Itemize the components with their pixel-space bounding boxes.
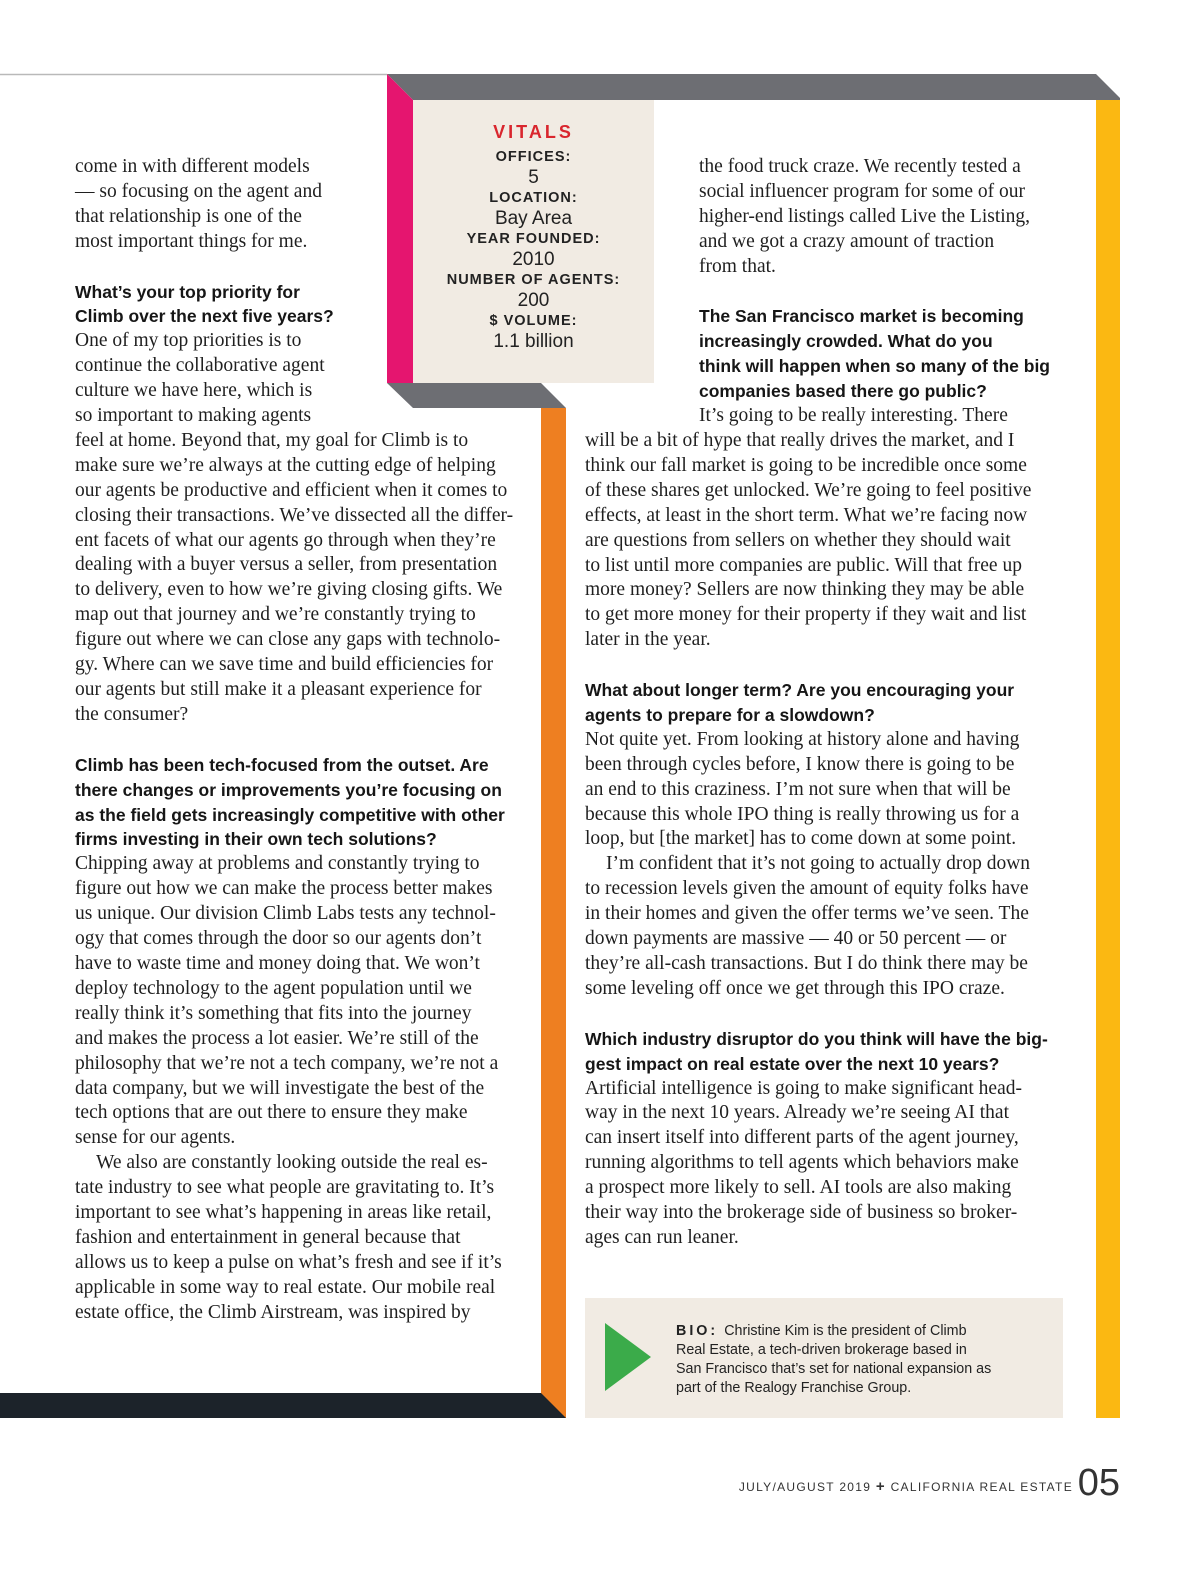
vitals-agents-label: NUMBER OF AGENTS:	[446, 272, 621, 288]
text-line: Artificial intelligence is going to make significant head-	[585, 1077, 1022, 1099]
text-line: tech options that are out there to ensure they make	[75, 1102, 468, 1124]
bio-line: Real Estate, a tech-driven brokerage based in	[676, 1342, 967, 1358]
vitals-offices-label: OFFICES:	[495, 149, 572, 165]
question-sf-market	[699, 304, 1079, 404]
vitals-location-label: LOCATION:	[489, 190, 578, 206]
bio-line: part of the Realogy Franchise Group.	[676, 1380, 912, 1396]
text-line: philosophy that we’re not a tech company, we’re not a	[75, 1052, 499, 1074]
text-line: make sure we’re always at the cutting edge of helping	[75, 454, 496, 476]
right-column-upper	[699, 155, 1079, 429]
text-line: down payments are massive — 40 or 50 percent — or	[585, 928, 1007, 950]
text-line: really think it’s something that fits into the journey	[75, 1002, 472, 1024]
question-line: think will happen when so many of the big	[699, 356, 1050, 377]
text-line: Not quite yet. From looking at history alone and having	[585, 728, 1020, 750]
right-intro-paragraph	[699, 155, 1079, 280]
question-top-priority	[75, 280, 530, 330]
text-line: our agents be productive and efficient when it comes to	[75, 479, 508, 501]
question-line: gest impact on real estate over the next 10 years?	[585, 1053, 1000, 1074]
orange-bar	[541, 408, 566, 1418]
text-line: tate industry to see what people are gravitating to. It’s	[75, 1177, 495, 1199]
text-line: effects, at least in the short term. What we’re facing now	[585, 504, 1028, 526]
top-gray-bar	[387, 74, 1120, 100]
question-line: increasingly crowded. What do you	[699, 331, 993, 352]
answer-tech-focused	[75, 852, 530, 1325]
text-line: fashion and entertainment in general because that	[75, 1226, 461, 1248]
page-number: 05	[1077, 1462, 1120, 1504]
text-line: to recession levels given the amount of equity folks have	[585, 878, 1029, 900]
text-line: ent facets of what our agents go through when they’re	[75, 529, 496, 551]
text-line: their way into the brokerage side of business so broker-	[585, 1202, 1018, 1224]
text-line: been through cycles before, I know there is going to be	[585, 753, 1015, 775]
question-industry-disruptor	[585, 1027, 1085, 1077]
question-longer-term	[585, 678, 1085, 728]
text-line: us unique. Our division Climb Labs tests any technol-	[75, 903, 496, 925]
text-line: they’re all-cash transactions. But I do think there may be	[585, 953, 1028, 975]
text-line: We also are constantly looking outside the real es-	[96, 1152, 488, 1174]
question-line: What about longer term? Are you encouraging your	[585, 680, 1015, 701]
text-line: I’m confident that it’s not going to actually drop down	[606, 853, 1031, 875]
text-line: think our fall market is going to be incredible once some	[585, 454, 1027, 476]
footer-text	[739, 1478, 1073, 1495]
text-line: dealing with a buyer versus a seller, from presentation	[75, 554, 498, 576]
right-column-lower	[585, 429, 1085, 1251]
text-line: higher-end listings called Live the Listing,	[699, 205, 1031, 227]
text-line: important to see what’s happening in areas like retail,	[75, 1202, 492, 1224]
text-line: an end to this craziness. I’m not sure when that will be	[585, 778, 1011, 800]
text-line: social influencer program for some of our	[699, 180, 1025, 202]
text-line: way in the next 10 years. Already we’re seeing AI that	[585, 1102, 1009, 1124]
text-line: It’s going to be really interesting. There	[699, 405, 1008, 427]
bio-box	[585, 1298, 1063, 1418]
text-line: allows us to keep a pulse on what’s fresh and see if it’s	[75, 1251, 502, 1273]
text-line: can insert itself into different parts of the agent journey,	[585, 1127, 1019, 1149]
question-line: as the field gets increasingly competitive with other	[75, 804, 505, 825]
text-line: because this whole IPO thing is really throwing us for a	[585, 803, 1020, 825]
question-tech-focused	[75, 753, 530, 853]
text-line: the food truck craze. We recently tested a	[699, 156, 1021, 177]
question-line: What’s your top priority for	[75, 281, 300, 302]
text-line: our agents but still make it a pleasant experience for	[75, 679, 482, 701]
text-line: later in the year.	[585, 629, 711, 651]
answer-industry-disruptor	[585, 1077, 1085, 1251]
text-line: of these shares get unlocked. We’re going to feel positive	[585, 479, 1032, 501]
vitals-location-value: Bay Area	[494, 208, 573, 229]
text-line: to list until more companies are public. Will that free up	[585, 554, 1022, 576]
bio-text	[676, 1322, 1046, 1398]
text-line: map out that journey and we’re constantly trying to	[75, 604, 476, 626]
answer-top-priority	[75, 329, 530, 728]
vitals-year-value: 2010	[512, 249, 555, 270]
answer-sf-market	[585, 429, 1085, 653]
bio-label: BIO:	[676, 1323, 719, 1339]
text-line: come in with different models	[75, 156, 310, 177]
text-line: have to waste time and money doing that. We won’t	[75, 952, 480, 974]
yellow-bar	[1096, 100, 1120, 1418]
text-line: Chipping away at problems and constantly trying to	[75, 853, 480, 875]
text-line: ogy that comes through the door so our agents don’t	[75, 928, 482, 950]
vitals-year-label: YEAR FOUNDED:	[466, 231, 601, 247]
text-line: gy. Where can we save time and build efficiencies for	[75, 654, 494, 676]
text-line: sense for our agents.	[75, 1127, 236, 1149]
text-line: so important to making agents	[75, 405, 312, 427]
text-line: and we got a crazy amount of traction	[699, 230, 995, 252]
text-line: are questions from sellers on whether they should wait	[585, 529, 1011, 551]
bio-line: San Francisco that’s set for national expansion as	[676, 1361, 992, 1377]
text-line: in their homes and given the offer terms we’ve seen. The	[585, 903, 1029, 925]
vitals-title: VITALS	[493, 122, 574, 142]
text-line: ages can run leaner.	[585, 1226, 739, 1248]
text-line: loop, but [the market] has to come down at some point.	[585, 828, 1017, 850]
text-line: continue the collaborative agent	[75, 355, 325, 377]
play-arrow-icon	[605, 1323, 653, 1391]
vitals-agents-value: 200	[517, 290, 550, 311]
text-line: from that.	[699, 255, 776, 277]
text-line: feel at home. Beyond that, my goal for Climb is to	[75, 429, 469, 451]
bottom-dark-bar	[0, 1393, 566, 1418]
text-line: to get more money for their property if they wait and list	[585, 604, 1027, 626]
text-line: One of my top priorities is to	[75, 330, 302, 352]
question-line: Climb has been tech-focused from the outset. Are	[75, 754, 489, 775]
text-line: figure out where we can close any gaps with technolo-	[75, 629, 501, 651]
text-line: data company, but we will investigate the best of the	[75, 1077, 485, 1099]
question-line: companies based there go public?	[699, 381, 987, 402]
text-line: most important things for me.	[75, 230, 308, 252]
text-line: running algorithms to tell agents which behaviors make	[585, 1152, 1019, 1174]
text-line: more money? Sellers are now thinking they may be able	[585, 579, 1025, 601]
text-line: estate office, the Climb Airstream, was inspired by	[75, 1301, 471, 1323]
question-line: there changes or improvements you’re focusing on	[75, 779, 502, 800]
text-line: figure out how we can make the process better makes	[75, 878, 493, 900]
text-line: culture we have here, which is	[75, 380, 313, 402]
text-line: the consumer?	[75, 703, 189, 725]
text-line: some leveling off once we get through this IPO craze.	[585, 977, 1005, 999]
vitals-volume-label: $ VOLUME:	[489, 313, 578, 329]
question-line: agents to prepare for a slowdown?	[585, 704, 875, 725]
vitals-volume-value: 1.1 billion	[493, 331, 574, 352]
question-line: Which industry disruptor do you think will have the big-	[585, 1028, 1048, 1049]
left-column	[75, 155, 530, 1326]
question-line: Climb over the next five years?	[75, 306, 334, 327]
text-line: deploy technology to the agent population until we	[75, 977, 472, 999]
text-line: that relationship is one of the	[75, 205, 302, 227]
bio-line: Christine Kim is the president of Climb	[724, 1323, 967, 1339]
vitals-offices-value: 5	[528, 167, 539, 188]
answer-longer-term	[585, 728, 1085, 1002]
footer-separator: +	[875, 1478, 886, 1495]
left-intro-paragraph	[75, 155, 530, 255]
footer-magazine: CALIFORNIA REAL ESTATE	[890, 1480, 1073, 1494]
text-line: closing their transactions. We’ve dissected all the differ-	[75, 504, 514, 526]
text-line: and makes the process a lot easier. We’re still of the	[75, 1027, 479, 1049]
text-line: applicable in some way to real estate. Our mobile real	[75, 1276, 496, 1298]
question-line: The San Francisco market is becoming	[699, 306, 1024, 327]
text-line: will be a bit of hype that really drives the market, and I	[585, 430, 1015, 451]
text-line: to delivery, even to how we’re giving closing gifts. We	[75, 579, 503, 601]
text-line: — so focusing on the agent and	[75, 180, 322, 202]
question-line: firms investing in their own tech solutions?	[75, 829, 437, 850]
footer-issue: JULY/AUGUST 2019	[738, 1480, 872, 1494]
text-line: a prospect more likely to sell. AI tools are also making	[585, 1177, 1012, 1199]
